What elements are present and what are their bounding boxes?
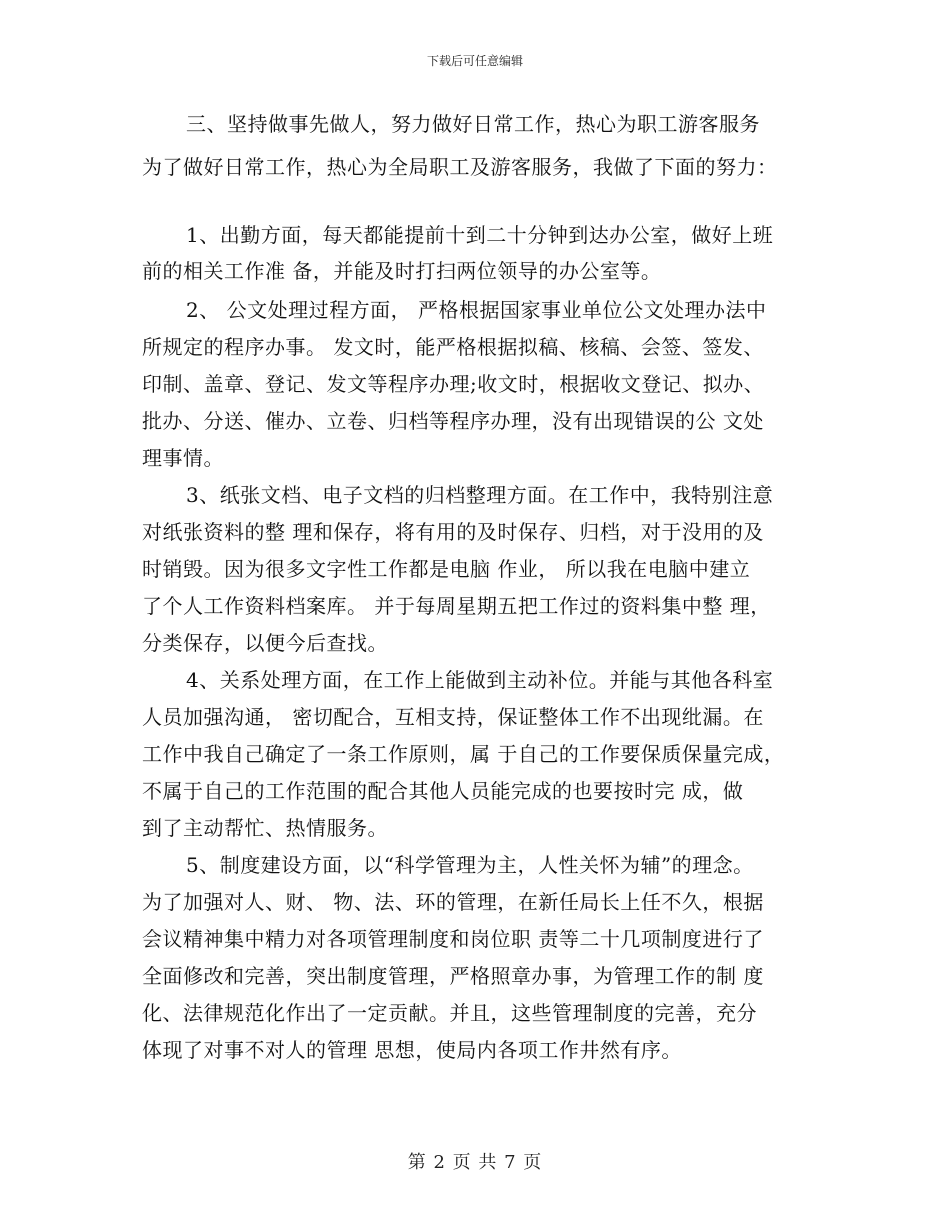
paragraph-5-line: 为了加强对人、财、 物、法、环的管理，在新任局长上任不久，根据	[142, 890, 764, 914]
paragraph-4-line: 不属于自己的工作范围的配合其他人员能完成的也要按时完 成，做	[142, 779, 744, 803]
paragraph-1-line: 1、出勤方面，每天都能提前十到二十分钟到达办公室，做好上班	[186, 223, 774, 247]
paragraph-2-line: 2、 公文处理过程方面， 严格根据国家事业单位公文处理办法中	[186, 298, 767, 322]
paragraph-5-line: 体现了对事不对人的管理 思想，使局内各项工作井然有序。	[142, 1038, 682, 1062]
paragraph-5-line: 5、制度建设方面，以“科学管理为主，人性关怀为辅”的理念。	[186, 853, 754, 877]
paragraph-4-line: 人员加强沟通， 密切配合，互相支持，保证整体工作不出现纰漏。在	[142, 705, 764, 729]
header-note: 下载后可任意编辑	[426, 54, 523, 68]
paragraph-3-line: 对纸张资料的整 理和保存，将有用的及时保存、归档，对于没用的及	[142, 520, 764, 544]
paragraph-5-line: 会议精神集中精力对各项管理制度和岗位职 责等二十几项制度进行了	[142, 927, 764, 951]
page-number: 第 2 页 共 7 页	[407, 1152, 543, 1173]
paragraph-4-line: 到了主动帮忙、热情服务。	[142, 816, 388, 840]
paragraph-4-line: 4、关系处理方面，在工作上能做到主动补位。并能与其他各科室	[186, 668, 774, 692]
paragraph-1-line: 前的相关工作准 备，并能及时打扫两位领导的办公室等。	[142, 259, 662, 283]
paragraph-3-line: 3、纸张文档、电子文档的归档整理方面。在工作中，我特别注意	[186, 483, 774, 507]
paragraph-2-line: 印制、盖章、登记、发文等程序办理;收文时，根据收文登记、拟办、	[142, 372, 765, 396]
section-heading: 三、坚持做事先做人，努力做好日常工作，热心为职工游客服务	[186, 112, 760, 136]
paragraph-2-line: 理事情。	[142, 446, 224, 470]
intro-line: 为了做好日常工作，热心为全局职工及游客服务，我做了下面的努力：	[142, 155, 778, 179]
paragraph-3-line: 了个人工作资料档案库。 并于每周星期五把工作过的资料集中整 理，	[142, 594, 771, 618]
paragraph-3-line: 时销毁。因为很多文字性工作都是电脑 作业， 所以我在电脑中建立	[142, 557, 751, 581]
paragraph-2-line: 批办、分送、催办、立卷、归档等程序办理，没有出现错误的公 文处	[142, 409, 764, 433]
paragraph-2-line: 所规定的程序办事。 发文时，能严格根据拟稿、核稿、会签、签发、	[142, 335, 764, 359]
paragraph-5-line: 全面修改和完善，突出制度管理，严格照章办事，为管理工作的制 度	[142, 964, 764, 988]
paragraph-5-line: 化、法律规范化作出了一定贡献。并且，这些管理制度的完善，充分	[142, 1001, 757, 1025]
paragraph-4-line: 工作中我自己确定了一条工作原则，属 于自己的工作要保质保量完成，	[142, 742, 785, 766]
paragraph-3-line: 分类保存，以便今后查找。	[142, 631, 388, 655]
